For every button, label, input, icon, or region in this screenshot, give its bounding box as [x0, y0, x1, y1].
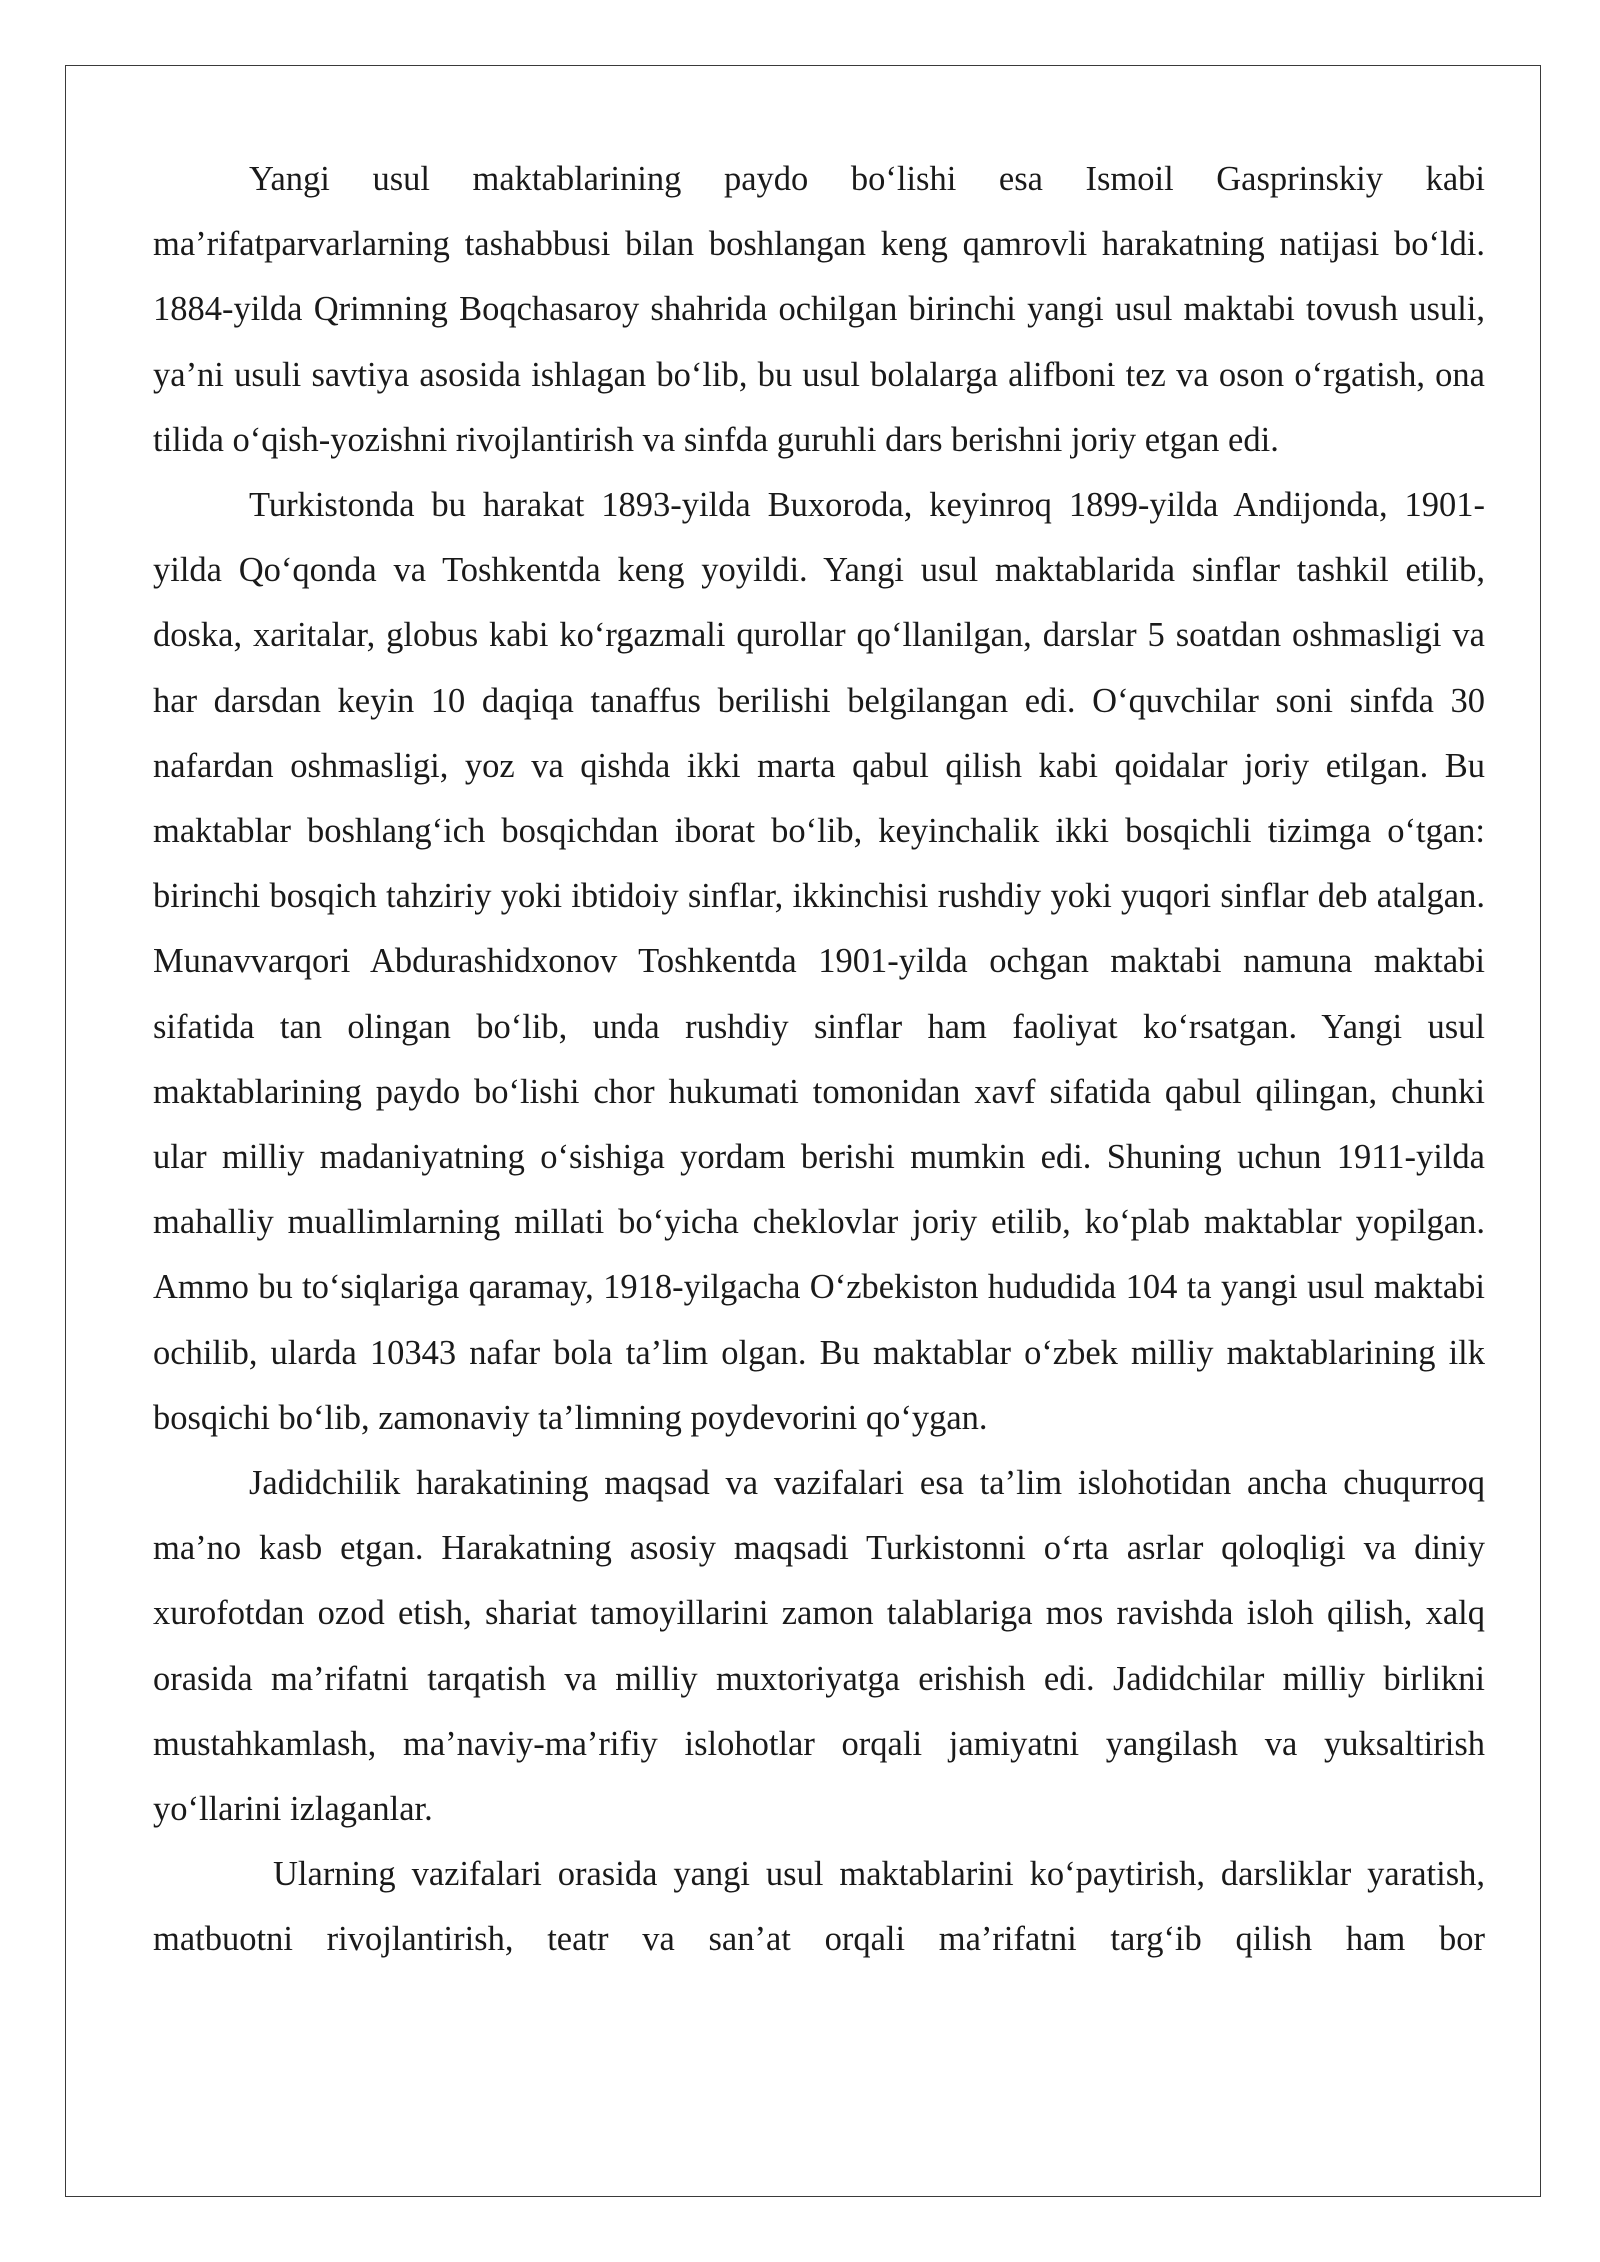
paragraph-jadid-tasks: Ularning vazifalari orasida yangi usul maktablarini ko‘paytirish, darsliklar yaratish, matbuotni rivojlantirish, teatr va san’at orqali ma’rifatni targ‘ib qilish ham bor: [153, 1855, 1485, 1959]
paragraph-turkistan-spread: Turkistonda bu harakat 1893-yilda Buxoroda, keyinroq 1899-yilda Andijonda, 1901-yilda Qo‘qonda va Toshkentda keng yoyildi. Yangi usul maktablarida sinflar tashkil etilib, doska, xaritalar, globus kabi ko‘rgazmali qurollar qo‘llanilgan, darslar 5 soatdan oshmasligi va har darsdan keyin 10 daqiqa tanaffus berilishi belgilangan edi. O‘quvchilar soni sinfda 30 nafardan oshmasligi, yoz va qishda ikki marta qabul qilish kabi qoidalar joriy etilgan. Bu maktablar boshlang‘ich bosqichdan iborat bo‘lib, keyinchalik ikki bosqichli tizimga o‘tgan: birinchi bosqich tahziriy yoki ibtidoiy sinflar, ikkinchisi rushdiy yoki yuqori sinflar deb atalgan. Munavvarqori Abdurashidxonov Toshkentda 1901-yilda ochgan maktabi namuna maktabi sifatida tan olingan bo‘lib, unda rushdiy sinflar ham faoliyat ko‘rsatgan. Yangi usul maktablarining paydo bo‘lishi chor hukumati tomonidan xavf sifatida qabul qilingan, chunki ular milliy madaniyatning o‘sishiga yordam berishi mumkin edi. Shuning uchun 1911-yilda mahalliy muallimlarning millati bo‘yicha cheklovlar joriy etilib, ko‘plab maktablar yopilgan. Ammo bu to‘siqlariga qaramay, 1918-yilgacha O‘zbekiston hududida 104 ta yangi usul maktabi ochilib, ularda 10343 nafar bola ta’lim olgan. Bu maktablar o‘zbek milliy maktablarining ilk bosqichi bo‘lib, zamonaviy ta’limning poydevorini qo‘ygan.: [153, 486, 1485, 1437]
paragraph-jadid-goals: Jadidchilik harakatining maqsad va vazifalari esa ta’lim islohotidan ancha chuqurroq ma’no kasb etgan. Harakatning asosiy maqsadi Turkistonni o‘rta asrlar qoloqligi va diniy xurofotdan ozod etish, shariat tamoyillarini zamon talablariga mos ravishda isloh qilish, xalq orasida ma’rifatni tarqatish va milliy muxtoriyatga erishish edi. Jadidchilar milliy birlikni mustahkamlash, ma’naviy-ma’rifiy islohotlar orqali jamiyatni yangilash va yuksaltirish yo‘llarini izlaganlar.: [153, 1464, 1485, 1829]
document-body: [153, 147, 1485, 1973]
paragraph-new-method-schools: Yangi usul maktablarining paydo bo‘lishi esa Ismoil Gasprinskiy kabi ma’rifatparvarlarning tashabbusi bilan boshlangan keng qamrovli harakatning natijasi bo‘ldi. 1884-yilda Qrimning Boqchasaroy shahrida ochilgan birinchi yangi usul maktabi tovush usuli, ya’ni usuli savtiya asosida ishlagan bo‘lib, bu usul bolalarga alifboni tez va oson o‘rgatish, ona tilida o‘qish-yozishni rivojlantirish va sinfda guruhli dars berishni joriy etgan edi.: [153, 160, 1485, 459]
